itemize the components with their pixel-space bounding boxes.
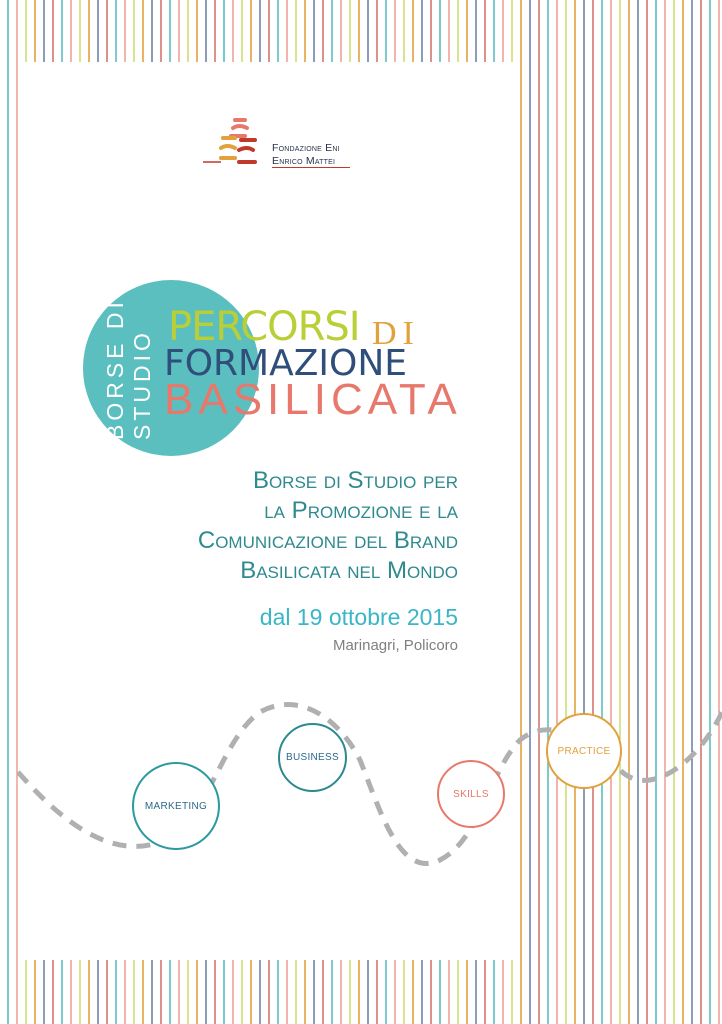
- practice-bubble: PRACTICE: [546, 713, 622, 789]
- skills-bubble: SKILLS: [437, 760, 505, 828]
- title-basilicata: BASILICATA: [164, 375, 462, 424]
- headline-line: Borse di Studio per: [252, 467, 458, 494]
- logo-text-line1: Fondazione Eni: [272, 142, 340, 154]
- headline-line: Comunicazione del Brand: [197, 527, 458, 554]
- headline-line: Basilicata nel Mondo: [240, 557, 458, 584]
- dashed-wave-path: [0, 660, 722, 900]
- event-venue: Marinagri, Policoro: [332, 637, 458, 654]
- title-percorsi: PERCORSI: [168, 304, 360, 350]
- marketing-bubble: MARKETING: [132, 762, 220, 850]
- logo-underline: [272, 167, 350, 168]
- badge-line1: BORSE DI: [102, 298, 128, 440]
- logo-text-line2: Enrico Mattei: [272, 155, 336, 167]
- borse-di-studio-label: [102, 290, 156, 440]
- headline-line: la Promozione e la: [264, 497, 458, 524]
- business-bubble: BUSINESS: [278, 723, 347, 792]
- badge-line2: STUDIO: [129, 329, 155, 440]
- title-formazione: FORMAZIONE: [164, 343, 408, 384]
- title-di: DI: [372, 315, 420, 352]
- event-date: dal 19 ottobre 2015: [259, 604, 458, 630]
- headline: [78, 466, 458, 586]
